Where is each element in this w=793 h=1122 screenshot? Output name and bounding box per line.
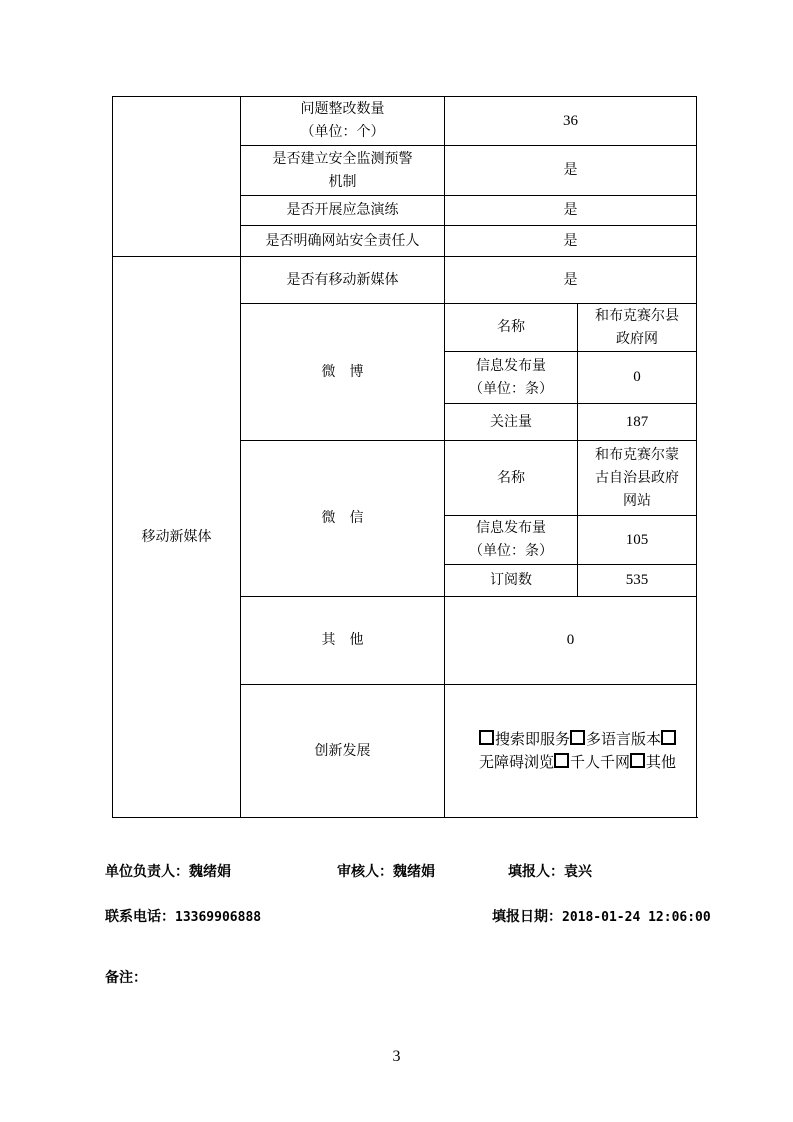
drill-label: 是否开展应急演练 xyxy=(241,196,445,226)
monitor-label: 是否建立安全监测预警 机制 xyxy=(241,146,445,196)
filler-value: 袁兴 xyxy=(564,864,592,880)
report-table xyxy=(112,96,697,818)
checkbox-icon[interactable] xyxy=(630,753,645,768)
unit-head-label: 单位负责人： xyxy=(105,864,189,880)
phone xyxy=(105,906,261,926)
wechat-posts-label: 信息发布量 （单位：条） xyxy=(445,516,578,565)
remarks-label: 备注： xyxy=(105,970,147,986)
drill-value: 是 xyxy=(445,196,697,226)
date-value: 2018-01-24 12:06:00 xyxy=(562,910,711,925)
checkbox-icon[interactable] xyxy=(661,730,676,745)
checkbox-icon[interactable] xyxy=(570,730,585,745)
reviewer-value: 魏绪娟 xyxy=(393,864,435,880)
filler xyxy=(508,861,592,881)
reviewer xyxy=(337,861,435,881)
wechat-name-label: 名称 xyxy=(445,441,578,516)
reviewer-label: 审核人： xyxy=(337,864,393,880)
option-search-service[interactable]: 搜索即服务 xyxy=(479,730,570,748)
unit-head xyxy=(105,861,231,881)
filler-label: 填报人： xyxy=(508,864,564,880)
mobile-section-label: 移动新媒体 xyxy=(113,257,241,818)
has-mobile-label: 是否有移动新媒体 xyxy=(241,257,445,304)
rectify-count-label: 问题整改数量 （单位：个） xyxy=(241,97,445,146)
table-row xyxy=(113,257,697,304)
phone-label: 联系电话： xyxy=(105,909,175,925)
weibo-posts-value: 0 xyxy=(578,352,697,404)
option-accessibility[interactable]: 无障碍浏览 xyxy=(479,730,677,771)
checkbox-icon[interactable] xyxy=(554,753,569,768)
remarks xyxy=(105,967,147,987)
page-number: 3 xyxy=(392,1048,401,1065)
wechat-sub-label: 订阅数 xyxy=(445,565,578,597)
weibo-follow-label: 关注量 xyxy=(445,404,578,441)
checkbox-icon[interactable] xyxy=(479,730,494,745)
has-mobile-value: 是 xyxy=(445,257,697,304)
weibo-name-value: 和布克赛尔县 政府网 xyxy=(578,304,697,352)
other-label: 其 他 xyxy=(241,597,445,685)
wechat-sub-value: 535 xyxy=(578,565,697,597)
wechat-name-value: 和布克赛尔蒙 古自治县政府 网站 xyxy=(578,441,697,516)
rectify-count-value: 36 xyxy=(445,97,697,146)
fill-date xyxy=(492,906,711,926)
phone-value: 13369906888 xyxy=(175,910,262,925)
innovation-options xyxy=(445,685,697,818)
date-label: 填报日期： xyxy=(492,909,562,925)
other-value: 0 xyxy=(445,597,697,685)
option-multilingual[interactable]: 多语言版本 xyxy=(570,730,661,748)
weibo-posts-label: 信息发布量 （单位：条） xyxy=(445,352,578,404)
option-personalized[interactable]: 千人千网 xyxy=(554,753,630,771)
weibo-follow-value: 187 xyxy=(578,404,697,441)
weibo-name-label: 名称 xyxy=(445,304,578,352)
monitor-value: 是 xyxy=(445,146,697,196)
unit-head-value: 魏绪娟 xyxy=(189,864,231,880)
innovation-label: 创新发展 xyxy=(241,685,445,818)
responsible-label: 是否明确网站安全责任人 xyxy=(241,226,445,257)
security-section-cell xyxy=(113,97,241,257)
weibo-label: 微 博 xyxy=(241,304,445,441)
wechat-label: 微 信 xyxy=(241,441,445,597)
wechat-posts-value: 105 xyxy=(578,516,697,565)
option-other[interactable]: 其他 xyxy=(630,753,676,771)
responsible-value: 是 xyxy=(445,226,697,257)
table-row xyxy=(113,97,697,146)
